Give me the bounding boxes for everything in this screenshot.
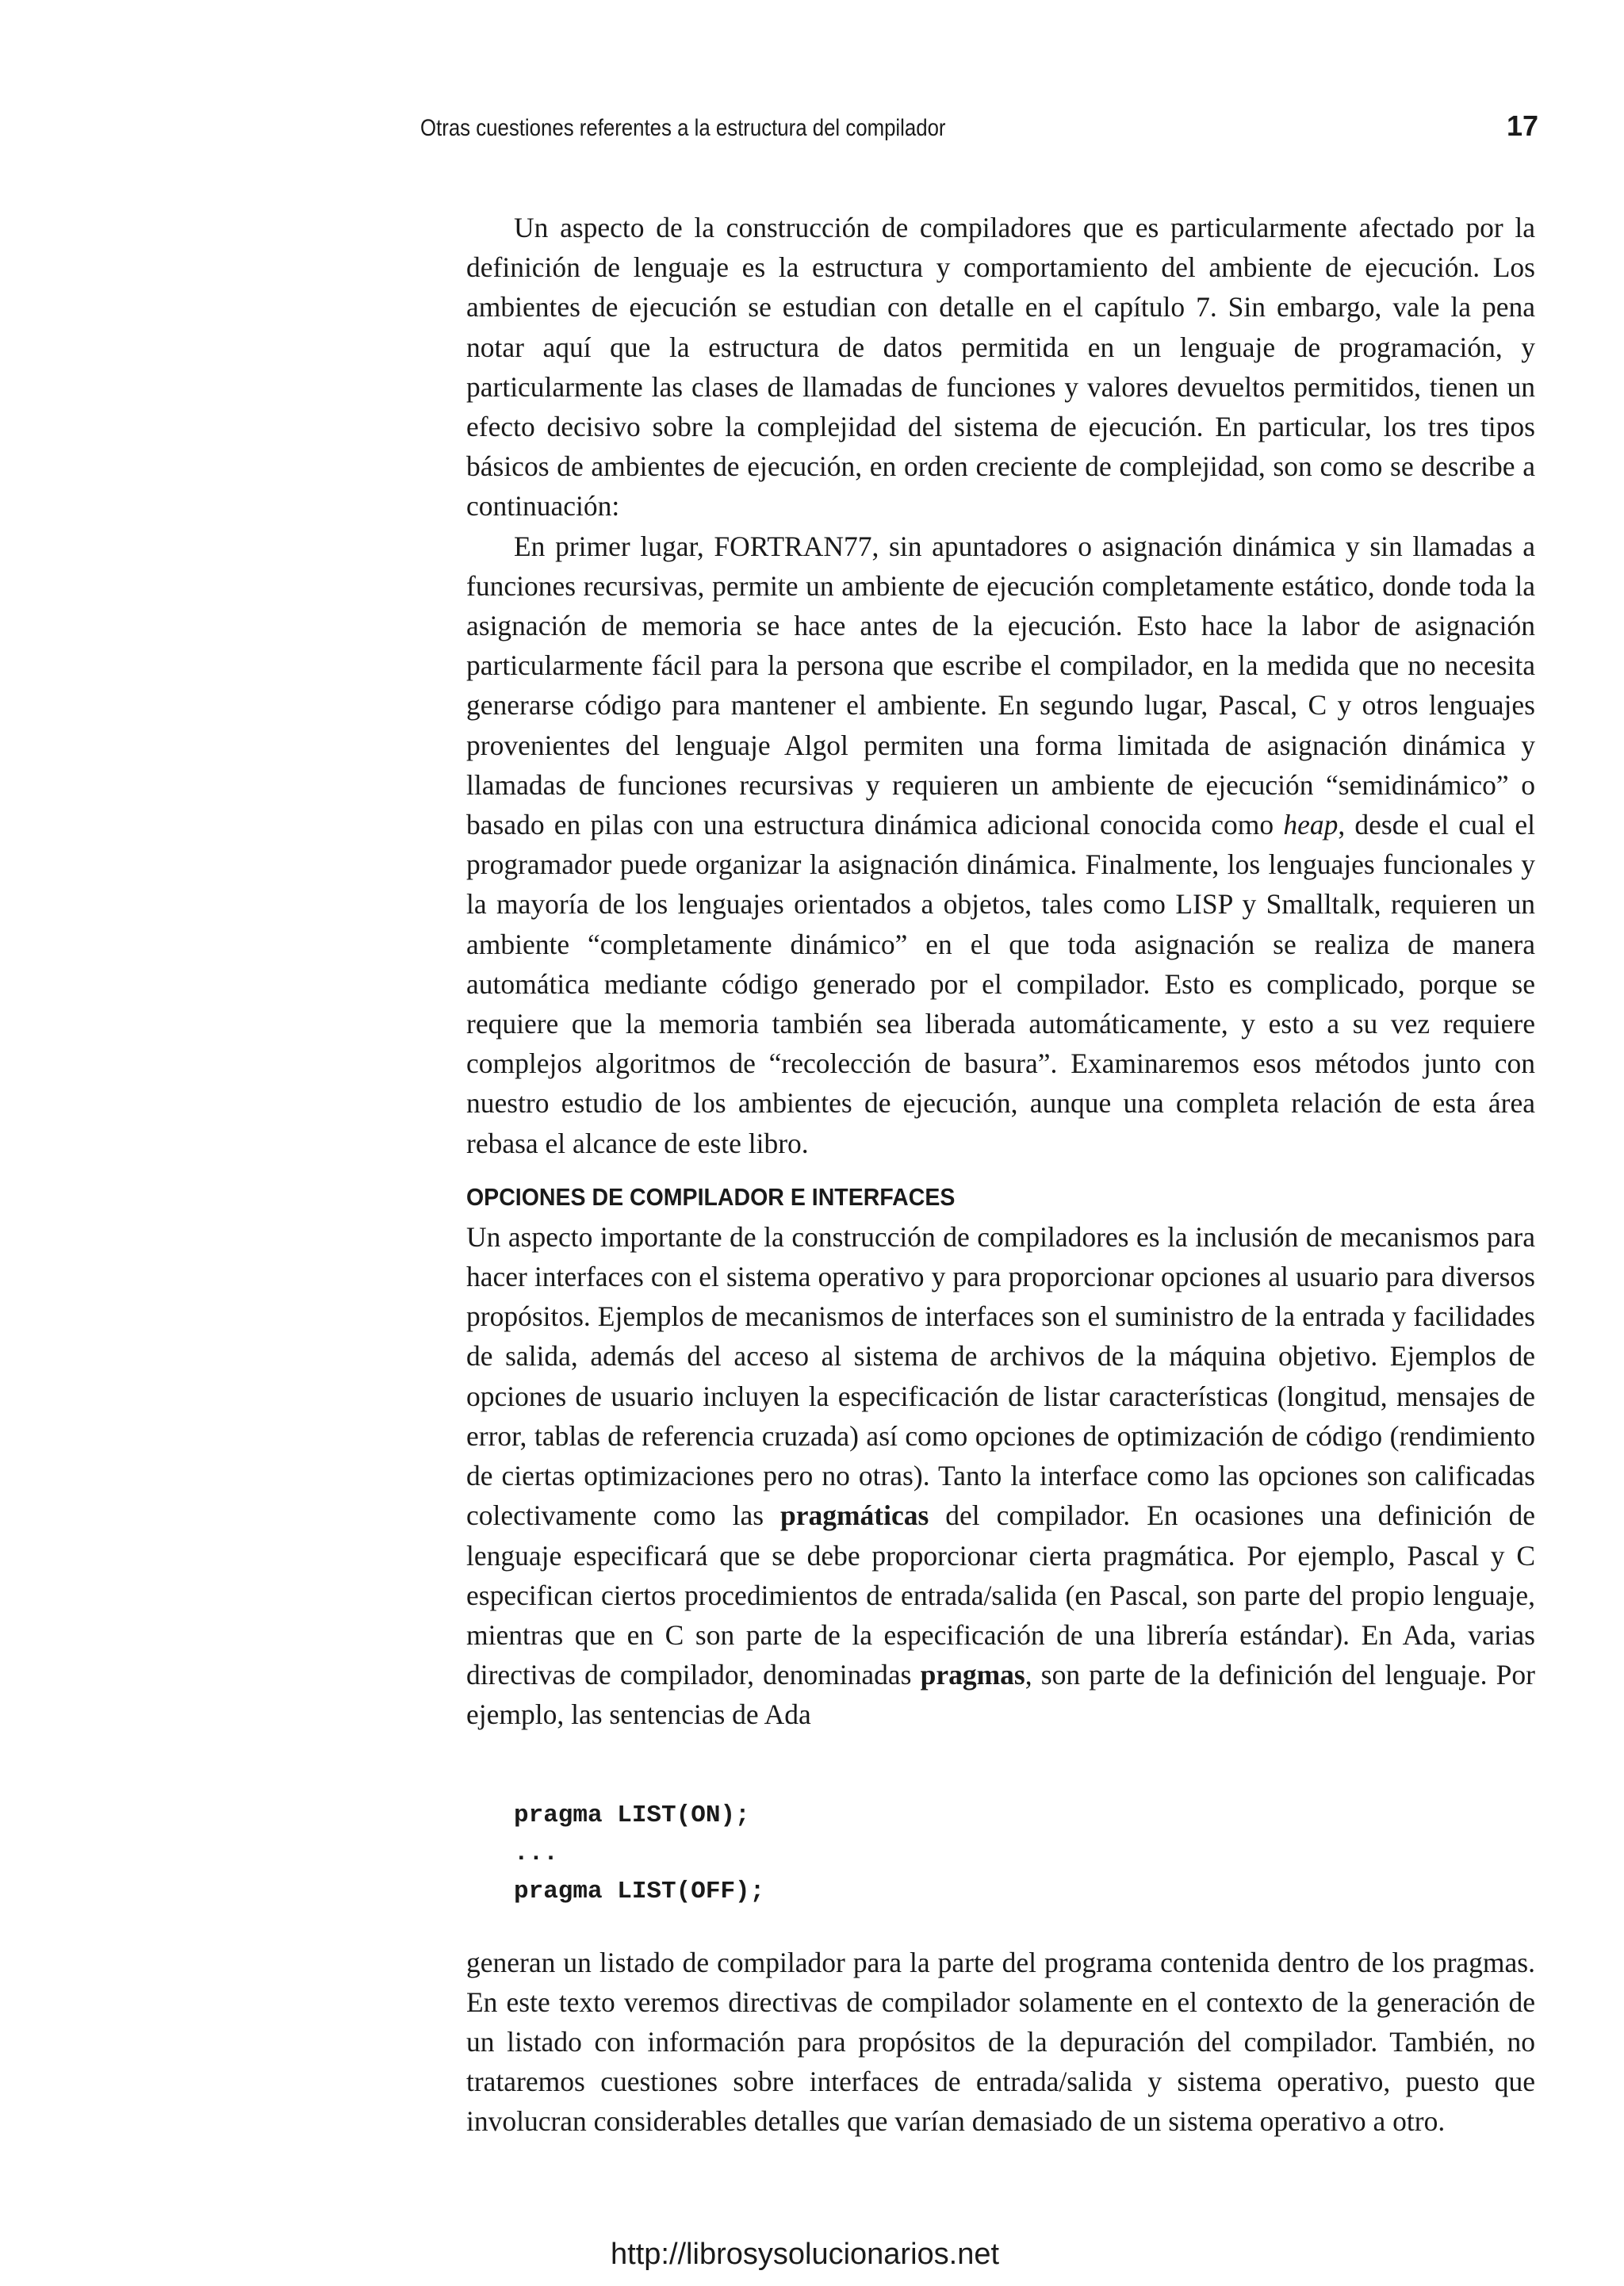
term-heap: heap — [1283, 809, 1339, 841]
running-header — [420, 109, 1538, 149]
page-number: 17 — [1506, 109, 1538, 142]
paragraph-compiler-options-part2: del compilador. En ocasiones una definición de lenguaje especificará que se debe proporcionar cierta pragmática. Por ejemplo, Pascal y C especifican ciertos procedimientos de entrada/salida (en Pascal, son parte del propio lenguaje, mientras que en C son parte de la especificación de una librería estándar). En Ada, varias directivas de compilador, denominadas — [466, 1499, 1535, 1691]
paragraph-compiler-listing: generan un listado de compilador para la parte del programa contenida dentro de los pragmas. En este texto veremos directivas de compilador solamente en el contexto de la generación de un listado con información para propósitos de la depuración del compilador. También, no trataremos cuestiones sobre interfaces de entrada/salida y sistema operativo, puesto que involucran considerables detalles que varían demasiado de un sistema operativo a otro. — [466, 1946, 1535, 2138]
paragraph-environment-types-part1: En primer lugar, FORTRAN77, sin apuntadores o asignación dinámica y sin llamadas a funciones recursivas, permite un ambiente de ejecución completamente estático, donde toda la asignación de memoria se hace antes de la ejecución. Esto hace la labor de asignación particularmente fácil para la persona que escribe el compilador, en la medida que no necesita generarse código para mantener el ambiente. En segundo lugar, Pascal, C y otros lenguajes provenientes del lenguaje Algol permiten una forma limitada de asignación dinámica y llamadas de funciones recursivas y requieren un ambiente de ejecución “semidinámico” o basado en pilas con una estructura dinámica adicional conocida como — [466, 530, 1535, 841]
term-pragmas: pragmas — [920, 1659, 1025, 1691]
footer-url: http://librosysolucionarios.net — [611, 2238, 1000, 2271]
paragraph-compiler-options-part1: Un aspecto importante de la construcción de compiladores es la inclusión de mecanismos para hacer interfaces con el sistema operativo y para proporcionar opciones al usuario para diversos propósitos. Ejemplos de mecanismos de interfaces son el suministro de la entrada y facilidades de salida, además del acceso al sistema de archivos de la máquina objetivo. Ejemplos de opciones de usuario incluyen la especificación de listar características (longitud, mensajes de error, tablas de referencia cruzada) así como opciones de optimización de código (rendimiento de ciertas optimizaciones pero no otras). Tanto la interface como las opciones son calificadas colectivamente como las — [466, 1220, 1535, 1532]
paragraph-compiler-options — [466, 1217, 1535, 1735]
paragraph-environment-types-part2: , desde el cual el programador puede organizar la asignación dinámica. Finalmente, los lenguajes funcionales y la mayoría de los lenguajes orientados a objetos, tales como LISP y Smalltalk, requieren un ambiente “completamente dinámico” en el que toda asignación se realiza de manera automática mediante código generado por el compilador. Esto es complicado, porque se requiere que la memoria también sea liberada automáticamente, y esto a su vez requiere complejos algoritmos de “recolección de basura”. Examinaremos esos métodos junto con nuestro estudio de los ambientes de ejecución, aunque una completa relación de esta área rebasa el alcance de este libro. — [466, 809, 1536, 1159]
paragraph-compiler-options-part3: , son parte de la definición del lenguaje. Por ejemplo, las sentencias de Ada — [466, 1659, 1535, 1731]
code-example — [514, 1797, 1535, 1911]
section-heading: OPCIONES DE COMPILADOR E INTERFACES — [466, 1182, 956, 1211]
code-line-ellipsis: ... — [514, 1839, 558, 1867]
code-line-pragma-on: pragma LIST(ON); — [514, 1801, 750, 1829]
paragraph-environment-types — [466, 527, 1535, 1163]
code-line-pragma-off: pragma LIST(OFF); — [514, 1877, 765, 1905]
paragraph-runtime-environment: Un aspecto de la construcción de compiladores que es particularmente afectado por la definición de lenguaje es la estructura y comportamiento del ambiente de ejecución. Los ambientes de ejecución se estudian con detalle en el capítulo 7. Sin embargo, vale la pena notar aquí que la estructura de datos permitida en un lenguaje de programación, y particularmente las clases de llamadas de funciones y valores devueltos permitidos, tienen un efecto decisivo sobre la complejidad del sistema de ejecución. En particular, los tres tipos básicos de ambientes de ejecución, en orden creciente de complejidad, son como se describe a continuación: — [466, 212, 1535, 523]
running-title: Otras cuestiones referentes a la estructura del compilador — [420, 115, 946, 141]
page-body — [466, 208, 1535, 2142]
term-pragmaticas: pragmáticas — [779, 1499, 929, 1532]
